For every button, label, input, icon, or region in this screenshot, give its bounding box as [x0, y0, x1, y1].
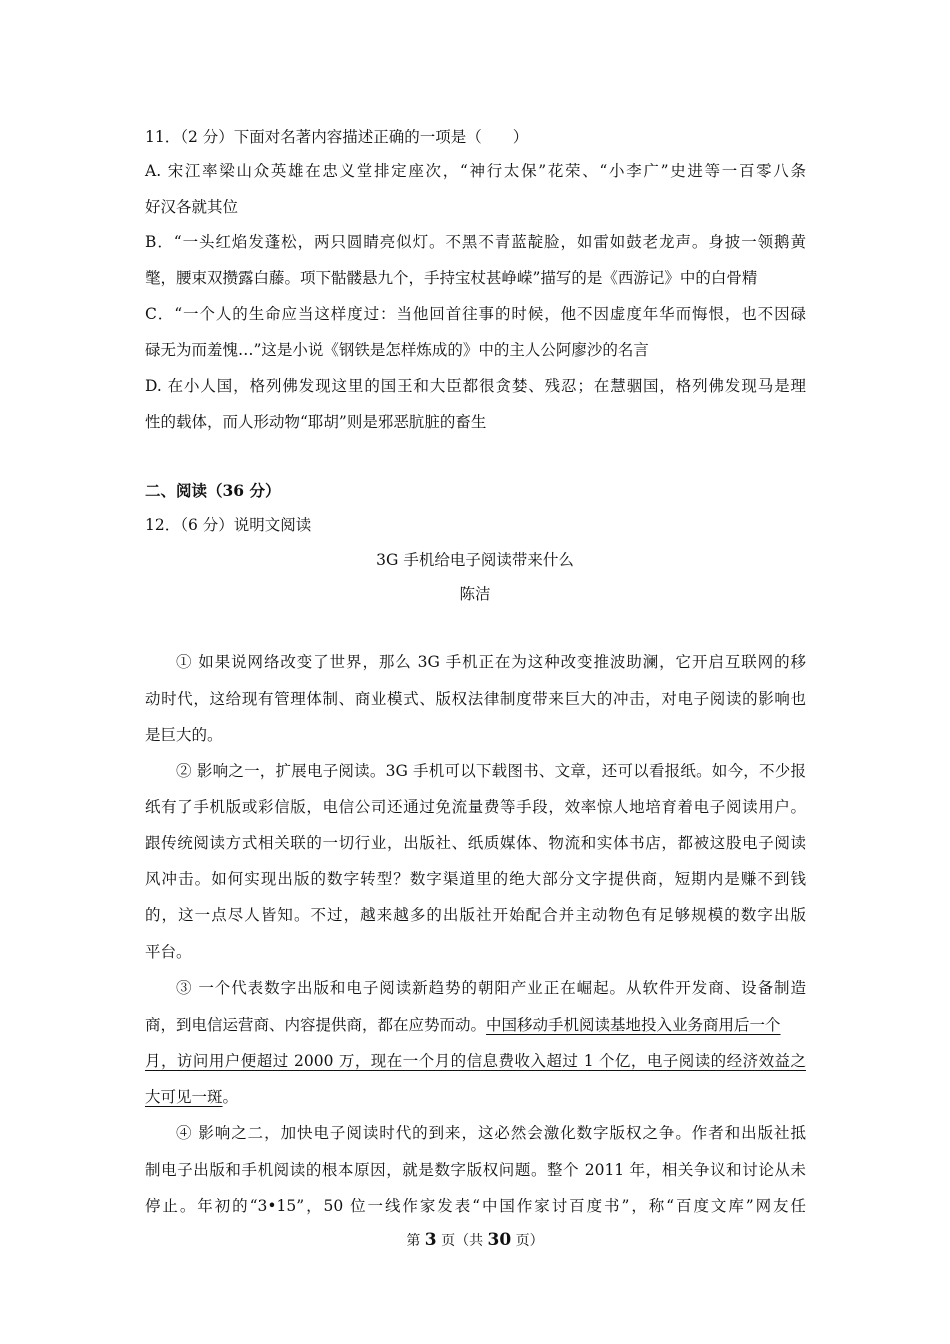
footer-page-number: 3: [424, 1230, 437, 1250]
q11-option-c-line-2: 碌无为而羞愧…”这是小说《钢铁是怎样炼成的》中的主人公阿廖沙的名言: [145, 341, 649, 359]
p1-line-2: 动时代，这给现有管理体制、商业模式、版权法律制度带来巨大的冲击，对电子阅读的影响也: [145, 690, 806, 708]
p2-line-1: ② 影响之一，扩展电子阅读。3G 手机可以下载图书、文章，还可以看报纸。如今，不少报: [176, 762, 806, 780]
p3-line-3-underlined: 月，访问用户便超过 2000 万，现在一个月的信息费收入超过 1 个亿，电子阅读的经济效益之: [145, 1052, 806, 1070]
p3-line-1: ③ 一个代表数字出版和电子阅读新趋势的朝阳产业正在崛起。从软件开发商、设备制造: [176, 979, 806, 997]
p2-line-4: 风冲击。如何实现出版的数字转型？数字渠道里的绝大部分文字提供商，短期内是赚不到钱: [145, 870, 806, 888]
p2-line-5: 的，这一点尽人皆知。不过，越来越多的出版社开始配合并主动物色有足够规模的数字出版: [145, 906, 806, 924]
footer-prefix: 第: [406, 1233, 425, 1249]
q11-option-c-line-1: C．“一个人的生命应当这样度过：当他回首往事的时候，他不因虚度年华而悔恨，也不因碌: [145, 305, 806, 323]
q11-option-d-line-2: 性的载体，而人形动物“耶胡”则是邪恶肮脏的畜生: [145, 413, 487, 431]
page-footer: [0, 1230, 950, 1250]
p2-line-2: 纸有了手机版或彩信版，电信公司还通过免流量费等手段，效率惊人地培育着电子阅读用户。: [145, 798, 806, 816]
p2-line-6: 平台。: [145, 943, 192, 961]
footer-total-pages: 30: [487, 1230, 512, 1250]
q11-option-a-line-2: 好汉各就其位: [145, 198, 239, 216]
q11-option-b-line-2: 氅，腰束双攒露白藤。项下骷髅悬九个，手持宝杖甚峥嵘”描写的是《西游记》中的白骨精: [145, 269, 758, 287]
q11-stem: 11．（2 分）下面对名著内容描述正确的一项是（ ）: [145, 128, 529, 146]
q12-stem: 12．（6 分）说明文阅读: [145, 516, 312, 534]
p3-line-2-plain: 商，到电信运营商、内容提供商，都在应势而动。: [145, 1016, 487, 1034]
p4-line-2: 制电子出版和手机阅读的根本原因，就是数字版权问题。整个 2011 年，相关争议和讨论从未: [145, 1161, 806, 1179]
q11-option-d-line-1: D. 在小人国，格列佛发现这里的国王和大臣都很贪婪、残忍；在慧骃国，格列佛发现马是理: [145, 377, 806, 395]
article-title: 3G 手机给电子阅读带来什么: [376, 551, 574, 569]
p3-underlined-start: 中国移动手机阅读基地投入业务商用后一个: [486, 1016, 781, 1034]
article-author: 陈洁: [459, 585, 491, 603]
p1-line-3: 是巨大的。: [145, 726, 223, 744]
section-heading: 二、阅读（36 分）: [145, 481, 281, 500]
p3-line-2: [145, 1015, 781, 1035]
footer-suffix: 页）: [511, 1233, 544, 1249]
q11-option-a-line-1: A. 宋江率梁山众英雄在忠义堂排定座次，“神行太保”花荣、“小李广”史进等一百零八条: [145, 162, 806, 180]
p3-underlined-end: 大可见一斑: [145, 1088, 223, 1106]
p3-line-4-tail: 。: [222, 1088, 239, 1106]
p2-line-3: 跟传统阅读方式相关联的一切行业，出版社、纸质媒体、物流和实体书店，都被这股电子阅读: [145, 834, 806, 852]
footer-middle: 页（共: [436, 1233, 488, 1249]
q11-option-b-line-1: B．“一头红焰发蓬松，两只圆睛亮似灯。不黑不青蓝靛脸，如雷如鼓老龙声。身披一领鹅黄: [145, 233, 806, 251]
p1-line-1: ① 如果说网络改变了世界，那么 3G 手机正在为这种改变推波助澜，它开启互联网的移: [176, 653, 806, 671]
p3-line-4: [145, 1087, 238, 1107]
p4-line-1: ④ 影响之二，加快电子阅读时代的到来，这必然会激化数字版权之争。作者和出版社抵: [176, 1124, 806, 1142]
p4-line-3: 停止。年初的“3•15”，50 位一线作家发表“中国作家讨百度书”，称“百度文库”网友任: [145, 1197, 806, 1215]
